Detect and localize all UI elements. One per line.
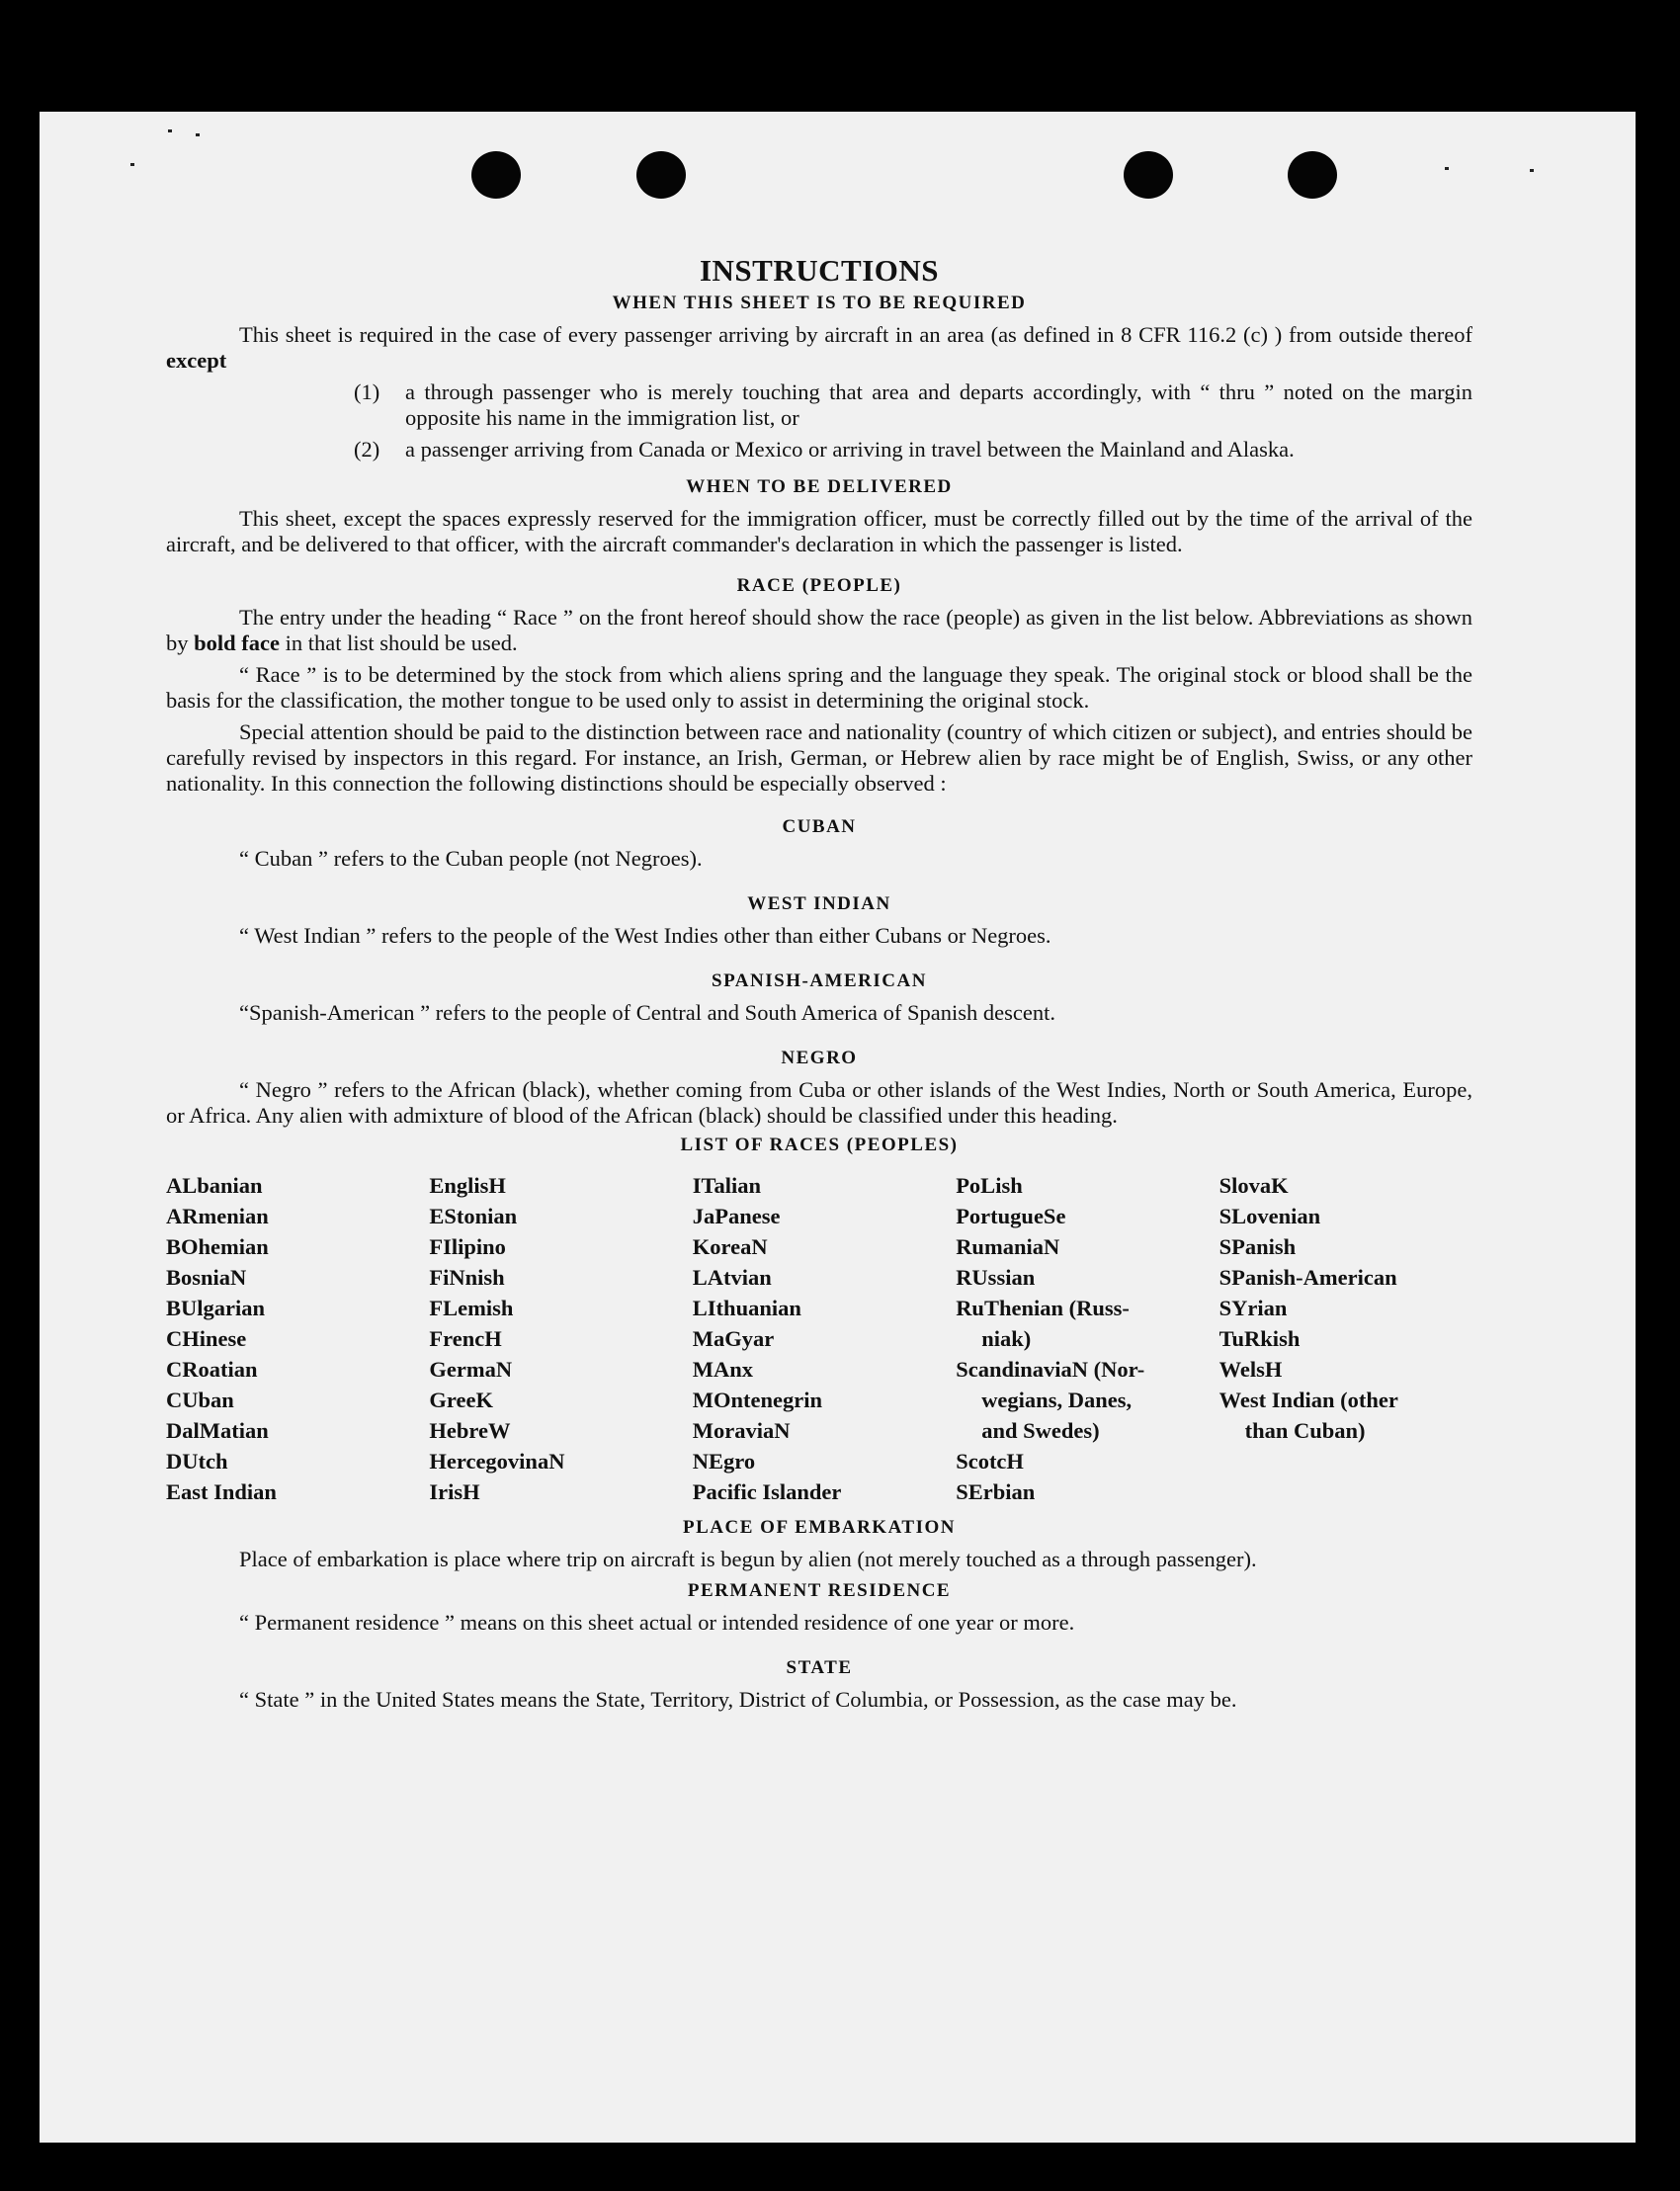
race-item: ScandinaviaN (Nor-	[956, 1357, 1145, 1382]
race-item: LIthuanian	[692, 1296, 801, 1320]
race-item: FrencH	[429, 1326, 502, 1351]
race-item: CUban	[166, 1388, 234, 1412]
race-p1-text: The entry under the heading “ Race ” on the front hereof should show the race (people) as given in the list below. Abbreviations as shown by	[166, 605, 1472, 655]
race-item: BUlgarian	[166, 1296, 266, 1320]
race-item: TuRkish	[1218, 1326, 1301, 1351]
required-intro	[166, 322, 1472, 374]
speck	[130, 163, 134, 166]
race-item: and Swedes)	[981, 1418, 1100, 1443]
required-except: except	[166, 348, 227, 373]
heading-when-delivered: WHEN TO BE DELIVERED	[686, 476, 953, 497]
heading-negro: NEGRO	[781, 1048, 858, 1068]
race-item: SLovenian	[1218, 1204, 1321, 1228]
speck	[168, 129, 172, 132]
race-item: niak)	[981, 1326, 1032, 1351]
race-item: than Cuban)	[1244, 1418, 1366, 1443]
race-item: wegians, Danes,	[981, 1388, 1133, 1412]
punch-hole-3	[1124, 151, 1173, 199]
race-item: MaGyar	[692, 1326, 775, 1351]
spanish-american-text: “Spanish-American ” refers to the people of Central and South America of Spanish descent.	[239, 1000, 1055, 1025]
race-item: MAnx	[692, 1357, 754, 1382]
race-item: JaPanese	[692, 1204, 781, 1228]
races-column-1	[166, 1170, 419, 1507]
races-column-4	[956, 1170, 1209, 1507]
race-item: EnglisH	[429, 1173, 506, 1198]
negro-text: “ Negro ” refers to the African (black), whether coming from Cuba or other islands of the West Indies, North or South America, Europe, or Africa. Any alien with admixture of blood of the African (black) should be classified under this heading.	[166, 1077, 1472, 1128]
race-item: MOntenegrin	[692, 1388, 823, 1412]
race-item: FIlipino	[429, 1234, 506, 1259]
race-p1-end: in that list should be used.	[280, 631, 518, 655]
race-item: ScotcH	[956, 1449, 1024, 1474]
race-item: SYrian	[1218, 1296, 1288, 1320]
delivered-text: This sheet, except the spaces expressly reserved for the immigration officer, must be correctly filled out by the time of the arrival of the aircraft, and be delivered to that officer, with the aircraft commander's declaration in which the passenger is listed.	[166, 506, 1472, 556]
exception-item-1	[354, 379, 1472, 431]
state-text: “ State ” in the United States means the State, Territory, District of Columbia, or Possession, as the case may be.	[239, 1687, 1237, 1712]
required-intro-text: This sheet is required in the case of every passenger arriving by aircraft in an area (as defined in 8 CFR 116.2 (c) ) from outside thereof	[239, 322, 1472, 347]
heading-race: RACE (PEOPLE)	[736, 575, 902, 596]
race-item: RUssian	[956, 1265, 1036, 1290]
race-item: East Indian	[166, 1479, 277, 1504]
race-item: RuThenian (Russ-	[956, 1296, 1130, 1320]
heading-permanent-residence: PERMANENT RESIDENCE	[687, 1580, 952, 1601]
race-item: HercegovinaN	[429, 1449, 565, 1474]
heading-embarkation: PLACE OF EMBARKATION	[683, 1517, 956, 1538]
race-item: FLemish	[429, 1296, 514, 1320]
speck	[1530, 169, 1534, 172]
race-item: BosniaN	[166, 1265, 247, 1290]
exception-text: a passenger arriving from Canada or Mexico or arriving in travel between the Mainland and Alaska.	[405, 437, 1295, 462]
race-item: Pacific Islander	[692, 1479, 842, 1504]
race-item: EStonian	[429, 1204, 518, 1228]
race-item: LAtvian	[692, 1265, 772, 1290]
race-p1-bold: bold face	[194, 631, 280, 655]
race-item: SErbian	[956, 1479, 1036, 1504]
race-item: KoreaN	[692, 1234, 768, 1259]
race-item: DalMatian	[166, 1418, 269, 1443]
heading-list-of-races: LIST OF RACES (PEOPLES)	[680, 1135, 959, 1155]
race-item: PoLish	[956, 1173, 1023, 1198]
race-item: CHinese	[166, 1326, 247, 1351]
race-item: GermaN	[429, 1357, 513, 1382]
embarkation-text: Place of embarkation is place where trip on aircraft is begun by alien (not merely touched as a through passenger).	[239, 1547, 1257, 1571]
race-item: WelsH	[1218, 1357, 1283, 1382]
race-paragraph-2: “ Race ” is to be determined by the stock from which aliens spring and the language they speak. The original stock or blood shall be the basis for the classification, the mother tongue to be used only to assist in determining the original stock.	[166, 662, 1472, 713]
races-column-5	[1219, 1170, 1472, 1507]
page-title: INSTRUCTIONS	[699, 253, 939, 288]
cuban-text: “ Cuban ” refers to the Cuban people (not Negroes).	[239, 846, 703, 871]
race-item: PortugueSe	[956, 1204, 1066, 1228]
race-item: MoraviaN	[692, 1418, 791, 1443]
race-item: CRoatian	[166, 1357, 258, 1382]
race-item: SPanish	[1218, 1234, 1297, 1259]
race-item: ITalian	[692, 1173, 762, 1198]
residence-text: “ Permanent residence ” means on this sheet actual or intended residence of one year or more.	[239, 1610, 1075, 1635]
race-item: West Indian (other	[1218, 1388, 1398, 1412]
heading-state: STATE	[786, 1657, 853, 1678]
race-paragraph-1	[166, 605, 1472, 656]
race-item: ALbanian	[166, 1173, 263, 1198]
race-paragraph-3: Special attention should be paid to the distinction between race and nationality (country of which citizen or subject), and entries should be carefully revised by inspectors in this regard. For instance, an Irish, German, or Hebrew alien by race might be of English, Swiss, or any other nationality. In this connection the following distinctions should be especially observed :	[166, 719, 1472, 796]
west-indian-text: “ West Indian ” refers to the people of the West Indies other than either Cubans or Negroes.	[239, 923, 1051, 948]
races-list	[166, 1170, 1472, 1507]
exception-number: (2)	[354, 437, 380, 462]
punch-hole-2	[636, 151, 686, 199]
instructions-content	[166, 253, 1472, 1713]
race-item: FiNnish	[429, 1265, 505, 1290]
speck	[1445, 167, 1449, 170]
race-item: SlovaK	[1218, 1173, 1289, 1198]
race-item: DUtch	[166, 1449, 228, 1474]
races-column-2	[429, 1170, 682, 1507]
race-item: SPanish-American	[1218, 1265, 1397, 1290]
punch-hole-4	[1288, 151, 1337, 199]
exception-text: a through passenger who is merely touching that area and departs accordingly, with “ thru ” noted on the margin opposite his name in the immigration list, or	[405, 379, 1472, 430]
heading-spanish-american: SPANISH-AMERICAN	[712, 970, 927, 991]
race-item: IrisH	[429, 1479, 480, 1504]
race-item: BOhemian	[166, 1234, 269, 1259]
punch-hole-1	[471, 151, 521, 199]
speck	[196, 133, 200, 136]
race-item: NEgro	[692, 1449, 756, 1474]
exception-item-2	[354, 437, 1472, 463]
heading-cuban: CUBAN	[782, 816, 857, 837]
race-item: ARmenian	[166, 1204, 269, 1228]
heading-west-indian: WEST INDIAN	[747, 893, 891, 914]
heading-when-required: WHEN THIS SHEET IS TO BE REQUIRED	[612, 293, 1027, 313]
exception-number: (1)	[354, 379, 380, 404]
race-item: GreeK	[429, 1388, 493, 1412]
race-item: RumaniaN	[956, 1234, 1060, 1259]
races-column-3	[693, 1170, 946, 1507]
race-item: HebreW	[429, 1418, 511, 1443]
